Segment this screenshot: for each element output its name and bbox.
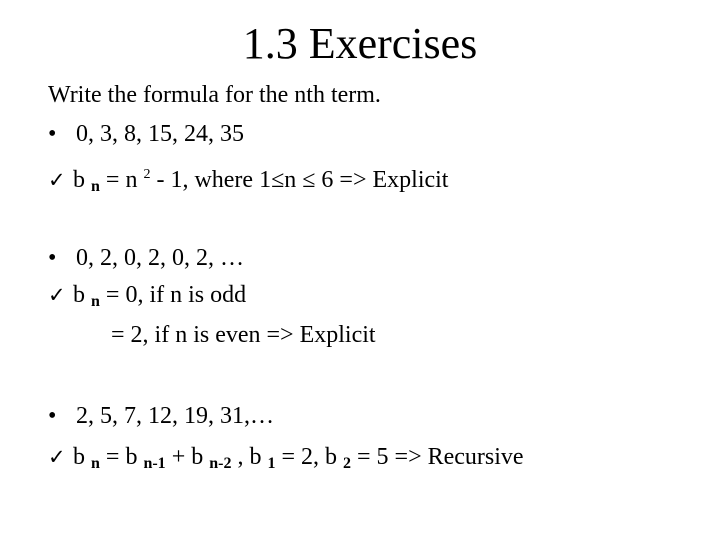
exercise-2-sequence-line xyxy=(48,243,244,273)
exercise-2-formula-line-2 xyxy=(48,320,376,350)
checkmark-icon: ✓ xyxy=(48,445,66,469)
subscript-n: n xyxy=(91,455,100,472)
superscript-2: 2 xyxy=(143,167,151,182)
formula-equals-b: = b xyxy=(99,444,144,470)
formula-b: b xyxy=(73,167,91,193)
formula-rest: - 1, where 1≤n ≤ 6 => Explicit xyxy=(150,167,449,193)
formula-equals-n: = n xyxy=(99,167,144,193)
exercise-1-sequence: 0, 3, 8, 15, 24, 35 xyxy=(76,121,244,147)
bullet-icon: • xyxy=(48,121,57,147)
formula-b: b xyxy=(73,444,91,470)
exercise-3-sequence: 2, 5, 7, 12, 19, 31,… xyxy=(76,403,274,429)
subscript-n-minus-1: n-1 xyxy=(143,455,166,472)
bullet-icon: • xyxy=(48,245,57,271)
subscript-n: n xyxy=(91,178,100,195)
formula-tail: = 5 => Recursive xyxy=(351,444,524,470)
exercise-1-formula-line xyxy=(48,160,448,202)
formula-plus-b: + b xyxy=(165,444,210,470)
slide-title: 1.3 Exercises xyxy=(242,19,478,68)
exercise-3-sequence-line xyxy=(48,401,274,431)
formula-case-odd: = 0, if n is odd xyxy=(99,282,247,308)
checkmark-icon: ✓ xyxy=(48,168,66,192)
instruction-text: Write the formula for the nth term. xyxy=(48,82,381,108)
bullet-icon: • xyxy=(48,403,57,429)
formula-equals-2-b: = 2, b xyxy=(275,444,344,470)
exercise-2-sequence: 0, 2, 0, 2, 0, 2, … xyxy=(76,245,244,271)
formula-case-even: = 2, if n is even => Explicit xyxy=(111,322,376,348)
formula-comma-b: , b xyxy=(231,444,268,470)
exercise-2-formula-line xyxy=(48,280,246,317)
formula-b: b xyxy=(73,282,91,308)
subscript-1: 1 xyxy=(267,455,276,472)
exercise-3-formula-line xyxy=(48,442,524,479)
subscript-n-minus-2: n-2 xyxy=(209,455,232,472)
exercise-1-sequence-line xyxy=(48,119,244,149)
subscript-2: 2 xyxy=(343,455,352,472)
subscript-n: n xyxy=(91,293,100,310)
checkmark-icon: ✓ xyxy=(48,283,66,307)
